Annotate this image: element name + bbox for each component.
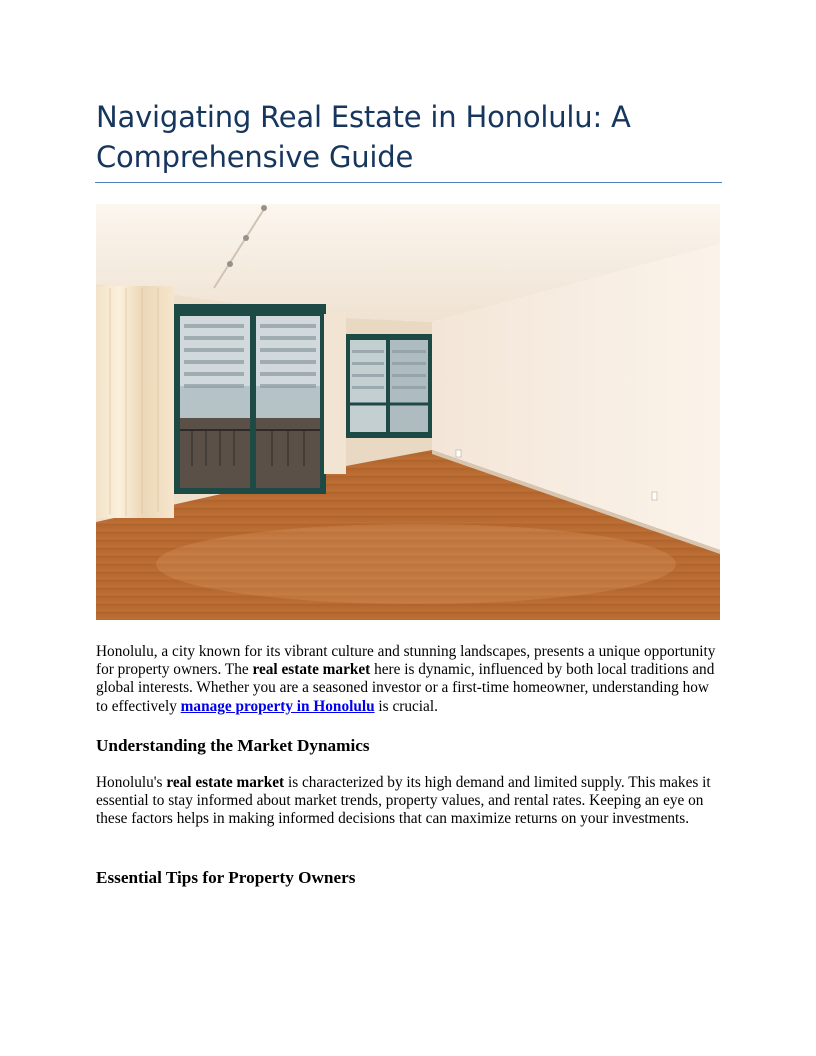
intro-text-1: Honolulu, a city known for its vibrant culture and stunning landscapes, presents a unique opportunity for property owners. The (96, 643, 716, 679)
market-bold-term: real estate market (166, 774, 285, 791)
intro-paragraph (96, 643, 724, 716)
section-heading-essential-tips: Essential Tips for Property Owners (96, 868, 356, 887)
intro-text-3: is crucial. (374, 697, 438, 715)
manage-property-link[interactable]: manage property in Honolulu (180, 697, 375, 715)
hero-image (96, 204, 720, 620)
page-title: Navigating Real Estate in Honolulu: A Comprehensive Guide (96, 100, 631, 174)
intro-bold-term: real estate market (252, 661, 371, 679)
market-text-1: Honolulu's (96, 774, 167, 791)
market-text-2: is characterized by its high demand and limited supply. This makes it essential to stay informed about market trends, property values, and rental rates. Keeping an eye on these factors helps in making informed decisions that can maximize returns on your investments. (96, 774, 711, 828)
intro-text-2: here is dynamic, influenced by both local traditions and global interests. Whether you are a seasoned investor or a first-time homeowner, understanding how to effectively (96, 661, 715, 715)
market-dynamics-paragraph (96, 774, 724, 829)
title-divider (95, 182, 722, 183)
section-heading-market-dynamics: Understanding the Market Dynamics (96, 736, 370, 755)
